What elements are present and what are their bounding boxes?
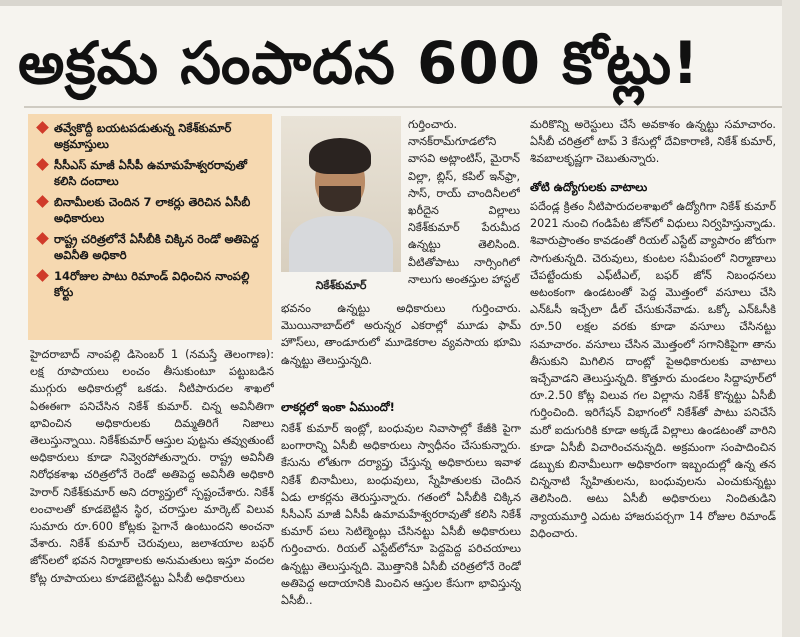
bullet-icon xyxy=(36,158,49,171)
highlight-item: బినామీలకు చెందిన 7 లాకర్లు తెరిచిన ఏసీబీ అధికారులు xyxy=(38,194,266,226)
highlight-item: సీసీఎస్‌ మాజీ ఏసీపీ ఉమామహేశ్వరరావుతో కలిసి దందాలు xyxy=(38,157,266,189)
article-text: నికేశ్‌ కుమార్‌ ఇంట్లో, బంధువుల నివాసాల్లో కేజీకి పైగా బంగారాన్ని ఏసీబీ అధికారులు స్వాధీనం చేసుకున్నారు. కేసును లోతుగా దర్యాప్తు చేస్తున్న అధికారులు ఇవాళ నికేశ్‌ బినామీలు, బంధువులు, స్నేహితులకు చెందిన ఏడు లాకర్లను తెరుస్తున్నారు. గతంలో ఏసీబీకి చిక్కిన సీసీఎస్‌ మాజీ ఏసీపీ ఉమామహేశ్వరరావుతో కలిసి నికేశ్‌ కుమార్‌ పలు సెటిల్మెంట్లు చేసినట్టు ఏసీబీ అధికారులు గుర్తించారు. రియల్‌ ఎస్టేట్‌లోనూ పెద్దపెద్ద పరిచయాలు ఉన్నట్టు తెలుస్తున్నది. మొత్తానికి ఏసీబీ చరిత్రలోనే రెండో అతిపెద్ద అదాయానికి మించిన ఆస్తుల కేసుగా భావిస్తున్న ఏసీబీ.. xyxy=(281,422,521,608)
article-column-1 xyxy=(30,346,274,628)
article-column-2 xyxy=(281,300,521,396)
top-rule xyxy=(0,0,800,6)
photo-body xyxy=(289,216,393,272)
article-column-3 xyxy=(530,198,776,630)
article-text: హైదరాబాద్‌ నాంపల్లి డిసెంబర్‌ 1 (నమస్తే తెలంగాణ): లక్ష రూపాయలు లంచం తీసుకుంటూ పట్టుబడిన ముగ్గురు అధికారుల్లో ఒకడు. నీటిపారుదల శాఖలో ఏఈఈగా పనిచేసిన నికేశ్‌ కుమార్‌. చిన్న అవినీతిగా భావించిన అధికారులకు దిమ్మతిరిగే నిజాలు తెలుస్తున్నాయి. నికేశ్‌కుమార్‌ ఆస్తుల పుట్టను తవ్వుతుంటే అధికారులు కూడా నివ్వెరపోతున్నారు. రాష్ట్ర అవినీతి నిరోధకశాఖ చరిత్రలోనే రెండో అతిపెద్ద అవినీతి అధికారి హెరార్‌ నికేశ్‌కుమార్‌ అని దర్యాప్తులో స్పష్టంచేశారు. నికేశ్‌ లంచాలతో కూడబెట్టిన స్థిర, చరాస్తుల మార్కెట్‌ విలువ సుమారు రూ.600 కోట్లకు పైగానే ఉంటుందని అంచనా వేశారు. నికేశ్‌ కుమార్‌ చెరువులు, జలాశయాల బఫర్‌ జోన్‌లలో భవన నిర్మాణాలకు అనుమతులు ఇస్తూ వందల కోట్ల రూపాయలు కూడబెట్టినట్టు ఏసీబీ అధికారులు xyxy=(30,348,274,585)
bullet-icon xyxy=(36,269,49,282)
photo-beard xyxy=(319,186,361,212)
headline: అక్రమ సంపాదన 600 కోట్లు! xyxy=(18,29,700,97)
article-column-3-top xyxy=(530,116,776,176)
highlight-item: 14రోజుల పాటు రిమాండ్‌ విధించిన నాంపల్లి కోర్టు xyxy=(38,268,266,300)
article-text: మరికొన్ని అరెస్టులు చేసే అవకాశం ఉన్నట్టు సమాచారం. ఏసీబీ చరిత్రలో టాప్‌ 3 కేసుల్లో దేవికారాణి, నికేశ్‌ కుమార్‌, శివబాలకృష్ణగా చెబుతున్నారు. xyxy=(530,118,776,166)
article-text: పదేండ్ల క్రితం నీటిపారుదలశాఖలో ఉద్యోగిగా నికేశ్‌ కుమార్‌ 2021 నుంచి గండిపేట జోన్‌లో విధులు నిర్వహిస్తున్నాడు. శివారుప్రాంతం కావడంతో రియల్‌ ఎస్టేట్‌ వ్యాపారం జోరుగా సాగుతున్నది. చెరువులు, కుంటల సమీపంలో నిర్మాణాలు చేపట్టేందుకు ఎఫ్‌టీఎల్‌, బఫర్‌ జోన్‌ నిబంధనలు అటంకంగా ఉండటంతో పెద్ద మొత్తంలో వసూలు చేసి ఎన్‌ఓసీ ఇచ్చేలా డీల్‌ చేసుకునేవాడు. ఒక్కో ఎన్‌ఓసీకి రూ.50 లక్షల వరకు కూడా వసూలు చేసినట్టు సమాచారం. వసూలు చేసిన మొత్తంలో సగానికిపైగా తాను తీసుకుని మిగిలిన దాంట్లో పైఅధికారులకు వాటాలు ఇచ్చేవాడని తెలుస్తున్నది. కొత్తూరు మండలం సిద్దాపూర్‌లో రూ.2.50 కోట్ల విలువ గల విల్లాను నికేశ్‌ కొన్నట్టు ఏసీబీ గుర్తించింది. ఇరిగేషన్‌ విభాగంలో నికేశ్‌తో పాటు పనిచేసే మరో ఐదుగురికి కూడా అక్కడే విల్లాలు ఉండటంతో వారిని కూడా ఏసీబీ విచారించనున్నది. అక్రమంగా సంపాదించిన డబ్బుకు బినామీలుగా అధికారంగా ఇబ్బందుల్లో ఉన్న తన చిన్ననాటి స్నేహితులను, బంధువులను ఎంచుకున్నట్టు తెలిసింది. అటు ఏసీబీ అధికారులు నిందితుడిని న్యాయమూర్తి ఎదుట హాజరుపర్చగా 14 రోజుల రిమాండ్‌ విధించారు. xyxy=(530,200,776,540)
subheading-lockers: లాకర్లలో ఇంకా ఏముందో! xyxy=(281,400,395,414)
article-column-2-top xyxy=(408,116,520,312)
article-text: భవనం ఉన్నట్టు అధికారులు గుర్తించారు. మొయినాబాద్‌లో అరున్నర ఎకరాల్లో మూడు ఫామ్‌ హౌస్‌లు, తాండూరులో మూడెకరాల వ్యవసాయ భూమి ఉన్నట్టు తెలుస్తున్నది. xyxy=(281,302,521,367)
highlights-box xyxy=(28,114,272,340)
article-column-2-bottom xyxy=(281,420,521,630)
highlight-item: తవ్వేకొద్దీ బయటపడుతున్న నికేశ్‌కుమార్‌ అక్రమాస్తులు xyxy=(38,120,266,152)
highlight-item: రాష్ట్ర చరిత్రలోనే ఏసీబీకి చిక్కిన రెండో అతిపెద్ద అవినీతి అధికారి xyxy=(38,231,266,263)
highlights-list xyxy=(28,114,272,300)
subheading-shares: తోటి ఉద్యోగులకు వాటాలు xyxy=(530,180,648,194)
bullet-icon xyxy=(36,121,49,134)
portrait-photo xyxy=(281,116,401,272)
page-edge xyxy=(782,0,800,637)
bullet-icon xyxy=(36,195,49,208)
photo-hair xyxy=(309,138,371,174)
photo-caption: నికేశ్‌కుమార్‌ xyxy=(315,279,367,292)
bullet-icon xyxy=(36,232,49,245)
article-text: గుర్తించారు. నానక్‌రామ్‌గూడలోని వాసవి అట్లాంటిస్‌, మైరాన్‌ విల్లా, బ్లిస్‌, కపిల్‌ ఇన్‌ఫ్రా, సాస్‌, రాయ్‌ చాందినీలలో ఖరీదైన విల్లాలు నికేశ్‌కుమార్‌ పేరుమీద ఉన్నట్టు తెలిసింది. వీటితోపాటు నార్సింగిలో నాలుగు అంతస్తుల హాస్టల్‌ xyxy=(408,118,520,286)
headline-divider xyxy=(24,106,796,108)
